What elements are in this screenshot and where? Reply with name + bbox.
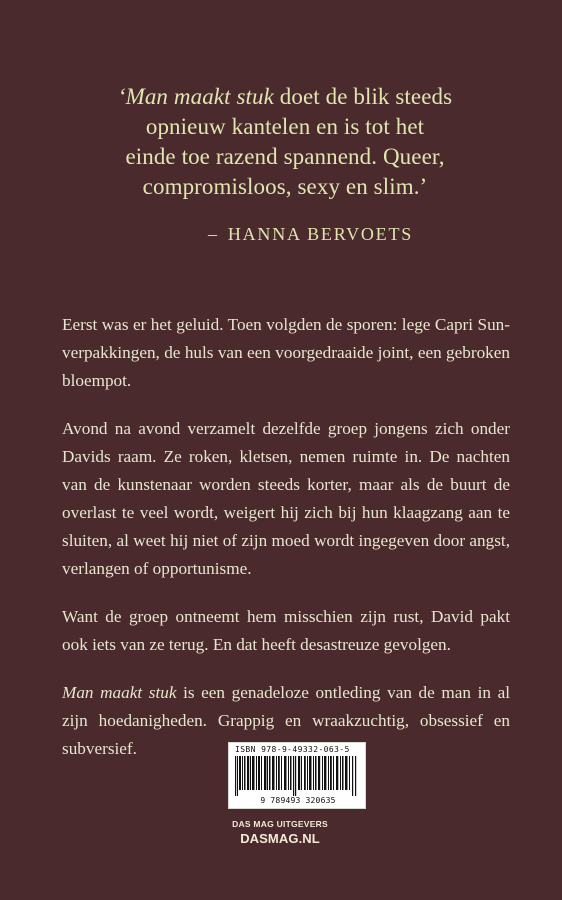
- description-paragraph-1: Eerst was er het geluid. Toen volgden de sporen: lege Capri Sun-verpakkingen, de huls van een voorgedraaide joint, een gebroken bloempot.: [62, 315, 510, 390]
- quote-line-1: [110, 82, 460, 112]
- description-paragraph-3: Want de groep ontneemt hem misschien zijn rust, David pakt ook iets van ze terug. En dat heeft desastreuze gevolgen.: [62, 607, 510, 654]
- publisher-name: DAS MAG UITGEVERS: [232, 819, 328, 829]
- publisher-website: DASMAG.NL: [240, 831, 320, 846]
- description-paragraph-4-rest: is een genadeloze ontleding van de man in al zijn hoedanigheden. Grappig en wraakzuchtig, obsessief en subversief.: [62, 683, 510, 758]
- attribution-name: HANNA BERVOETS: [227, 224, 414, 244]
- quoted-book-title: ‘Man maakt stuk: [117, 84, 274, 109]
- quote-line-2: opnieuw kantelen en is tot het: [145, 114, 425, 139]
- barcode-bars: [234, 756, 362, 798]
- barcode-lines: [235, 756, 356, 796]
- book-title-inline: Man maakt stuk: [62, 683, 177, 702]
- quote-line-1-rest: doet de blik steeds: [273, 84, 453, 109]
- quote-attribution: [208, 222, 414, 246]
- quote-line-3: einde toe razend spannend. Queer,: [125, 144, 445, 169]
- description-paragraph-2: Avond na avond verzamelt dezelfde groep jongens zich onder Davids raam. Ze roken, kletsen, nemen ruimte in. De nachten van de kunstenaar worden steeds korter, maar als de buurt de overlast te veel wordt, weigert hij zich bij hun klaagzang aan te sluiten, al weet hij niet of zijn moed wordt ingegeven door angst, verlangen of opportunisme.: [62, 419, 510, 578]
- barcode-digits: 9 789493 320635: [260, 796, 336, 805]
- attribution-dash: –: [208, 224, 219, 244]
- isbn-barcode: [228, 742, 366, 809]
- isbn-number: ISBN 978-9-49332-063-5: [235, 745, 350, 754]
- book-description: [62, 311, 510, 783]
- quote-line-4: compromisloos, sexy en slim.’: [142, 174, 428, 199]
- review-quote: [110, 82, 460, 202]
